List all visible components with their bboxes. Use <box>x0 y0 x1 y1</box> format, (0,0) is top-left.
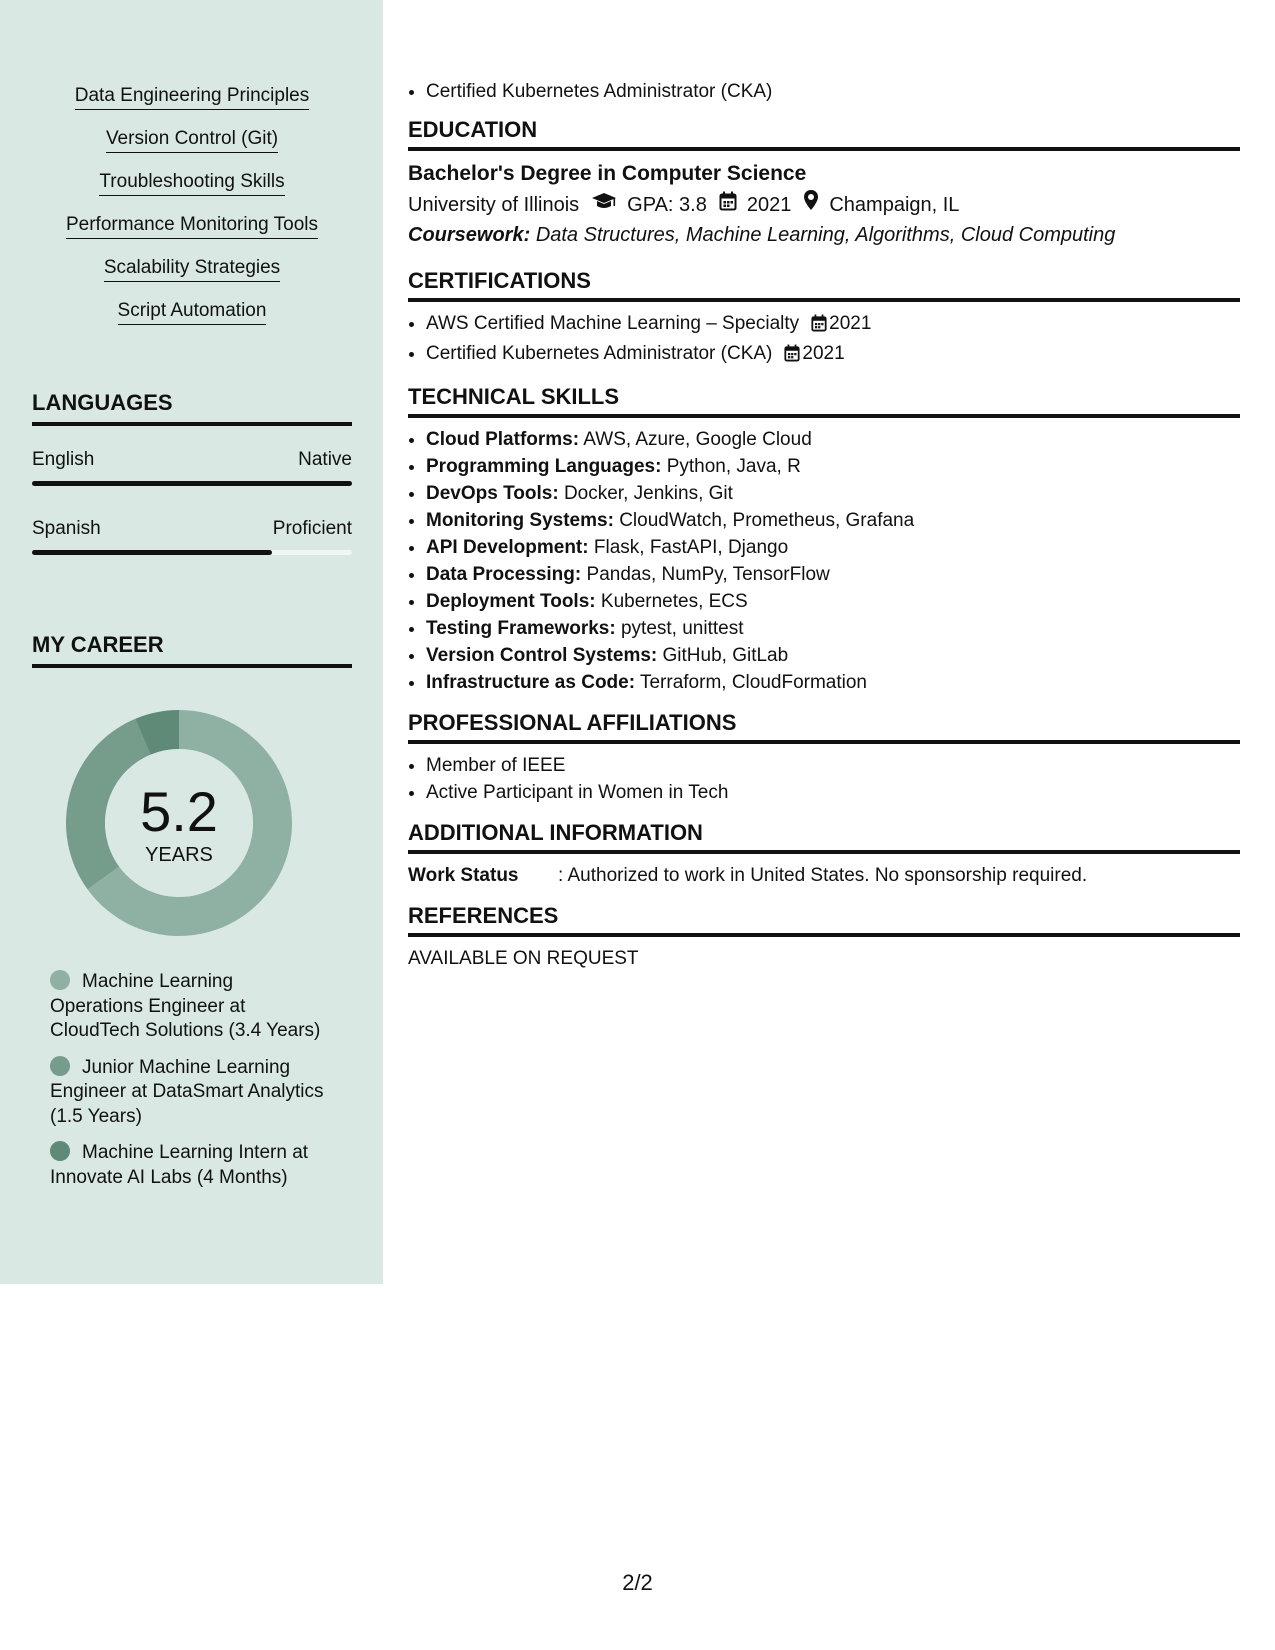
career-dot <box>50 1141 70 1161</box>
degree: Bachelor's Degree in Computer Science <box>408 162 807 185</box>
skill-label: Data Processing: <box>426 564 582 585</box>
calendar-icon <box>784 343 800 370</box>
career-list <box>50 970 330 1202</box>
certifications-list <box>408 310 1240 370</box>
language-spanish <box>32 518 352 555</box>
list-item: • Active Participant in Women in Tech <box>426 779 1240 806</box>
affiliations-list <box>408 752 1240 806</box>
skill-item: Version Control (Git) <box>106 127 278 153</box>
main-content <box>408 78 1240 972</box>
language-level: Native <box>298 449 352 470</box>
references-text: AVAILABLE ON REQUEST <box>408 948 639 969</box>
skill-label: Version Control Systems: <box>426 645 658 666</box>
list-item <box>426 507 1240 534</box>
career-item <box>50 970 330 1044</box>
career-heading: MY CAREER <box>32 632 352 668</box>
skill-item: Performance Monitoring Tools <box>66 213 318 239</box>
work-status <box>408 862 1240 889</box>
skill-label: API Development: <box>426 537 589 558</box>
skill-label: DevOps Tools: <box>426 483 559 504</box>
work-status-label: Work Status <box>408 865 519 886</box>
language-level: Proficient <box>272 518 352 539</box>
skill-value: pytest, unittest <box>620 618 744 639</box>
sidebar <box>0 0 383 1284</box>
skill-item: Troubleshooting Skills <box>99 170 284 196</box>
technical-skills-heading: TECHNICAL SKILLS <box>408 384 1240 418</box>
location-pin-icon <box>803 189 819 220</box>
skill-value: Docker, Jenkins, Git <box>563 483 733 504</box>
career-dot <box>50 970 70 990</box>
career-label: Machine Learning Operations Engineer at CloudTech Solutions (3.4 Years) <box>50 971 321 1041</box>
education-meta <box>408 189 1240 220</box>
career-item <box>50 1141 330 1190</box>
list-item <box>426 615 1240 642</box>
graduation-cap-icon <box>591 190 617 220</box>
list-item <box>426 310 1240 340</box>
location: Champaign, IL <box>829 193 960 216</box>
skill-label: Cloud Platforms: <box>426 429 580 450</box>
list-item <box>426 340 1240 370</box>
skill-label: Infrastructure as Code: <box>426 672 636 693</box>
calendar-icon <box>811 313 827 340</box>
skill-value: CloudWatch, Prometheus, Grafana <box>619 510 915 531</box>
calendar-icon <box>719 190 737 220</box>
cert-name: Certified Kubernetes Administrator (CKA) <box>426 343 773 364</box>
university: University of Illinois <box>408 193 580 216</box>
career-total-years: 5.2 <box>140 780 218 843</box>
language-bar <box>32 550 352 555</box>
skill-value: GitHub, GitLab <box>662 645 789 666</box>
gpa: GPA: 3.8 <box>627 193 707 216</box>
skill-value: Python, Java, R <box>666 456 801 477</box>
career-item <box>50 1056 330 1130</box>
list-item <box>426 534 1240 561</box>
language-name: Spanish <box>32 518 101 539</box>
skill-value: Kubernetes, ECS <box>600 591 748 612</box>
cert-year: 2021 <box>829 313 872 334</box>
list-item <box>426 561 1240 588</box>
career-dot <box>50 1056 70 1076</box>
coursework-label: Coursework: <box>408 224 531 246</box>
skill-list <box>32 84 352 342</box>
cert-year: 2021 <box>802 343 845 364</box>
skill-label: Deployment Tools: <box>426 591 596 612</box>
skill-value: Terraform, CloudFormation <box>639 672 868 693</box>
list-item <box>426 426 1240 453</box>
certifications-heading: CERTIFICATIONS <box>408 268 1240 302</box>
top-cert-list <box>408 78 1240 105</box>
skill-label: Programming Languages: <box>426 456 662 477</box>
technical-skills-list <box>408 426 1240 696</box>
language-bar-fill <box>32 481 352 486</box>
career-donut <box>66 710 292 936</box>
list-item <box>426 588 1240 615</box>
skill-item: Scalability Strategies <box>104 256 280 282</box>
career-label: Junior Machine Learning Engineer at DataSmart Analytics (1.5 Years) <box>50 1056 324 1127</box>
career-unit: YEARS <box>145 844 213 866</box>
skill-value: AWS, Azure, Google Cloud <box>583 429 812 450</box>
list-item <box>426 480 1240 507</box>
work-status-value: : Authorized to work in United States. No sponsorship required. <box>558 865 1088 886</box>
education-heading: EDUCATION <box>408 117 1240 151</box>
skill-label: Testing Frameworks: <box>426 618 616 639</box>
career-label: Machine Learning Intern at Innovate AI Labs (4 Months) <box>50 1142 309 1188</box>
additional-info-heading: ADDITIONAL INFORMATION <box>408 820 1240 854</box>
affiliations-heading: PROFESSIONAL AFFILIATIONS <box>408 710 1240 744</box>
skill-label: Monitoring Systems: <box>426 510 614 531</box>
language-english <box>32 449 352 486</box>
language-name: English <box>32 449 95 470</box>
list-item <box>426 669 1240 696</box>
language-bar-fill <box>32 550 272 555</box>
page-number: 2/2 <box>622 1570 653 1595</box>
cert-name: AWS Certified Machine Learning – Specialty <box>426 313 800 334</box>
skill-value: Pandas, NumPy, TensorFlow <box>586 564 830 585</box>
coursework <box>408 220 1240 250</box>
skill-item: Script Automation <box>118 299 267 325</box>
list-item: • Certified Kubernetes Administrator (CKA) <box>426 78 1240 105</box>
language-bar <box>32 481 352 486</box>
list-item: • Member of IEEE <box>426 752 1240 779</box>
skill-value: Flask, FastAPI, Django <box>593 537 789 558</box>
list-item <box>426 642 1240 669</box>
graduation-year: 2021 <box>746 193 792 216</box>
coursework-value: Data Structures, Machine Learning, Algorithms, Cloud Computing <box>535 224 1116 246</box>
list-item <box>426 453 1240 480</box>
references-heading: REFERENCES <box>408 903 1240 937</box>
languages-heading: LANGUAGES <box>32 390 352 426</box>
skill-item: Data Engineering Principles <box>75 84 309 110</box>
